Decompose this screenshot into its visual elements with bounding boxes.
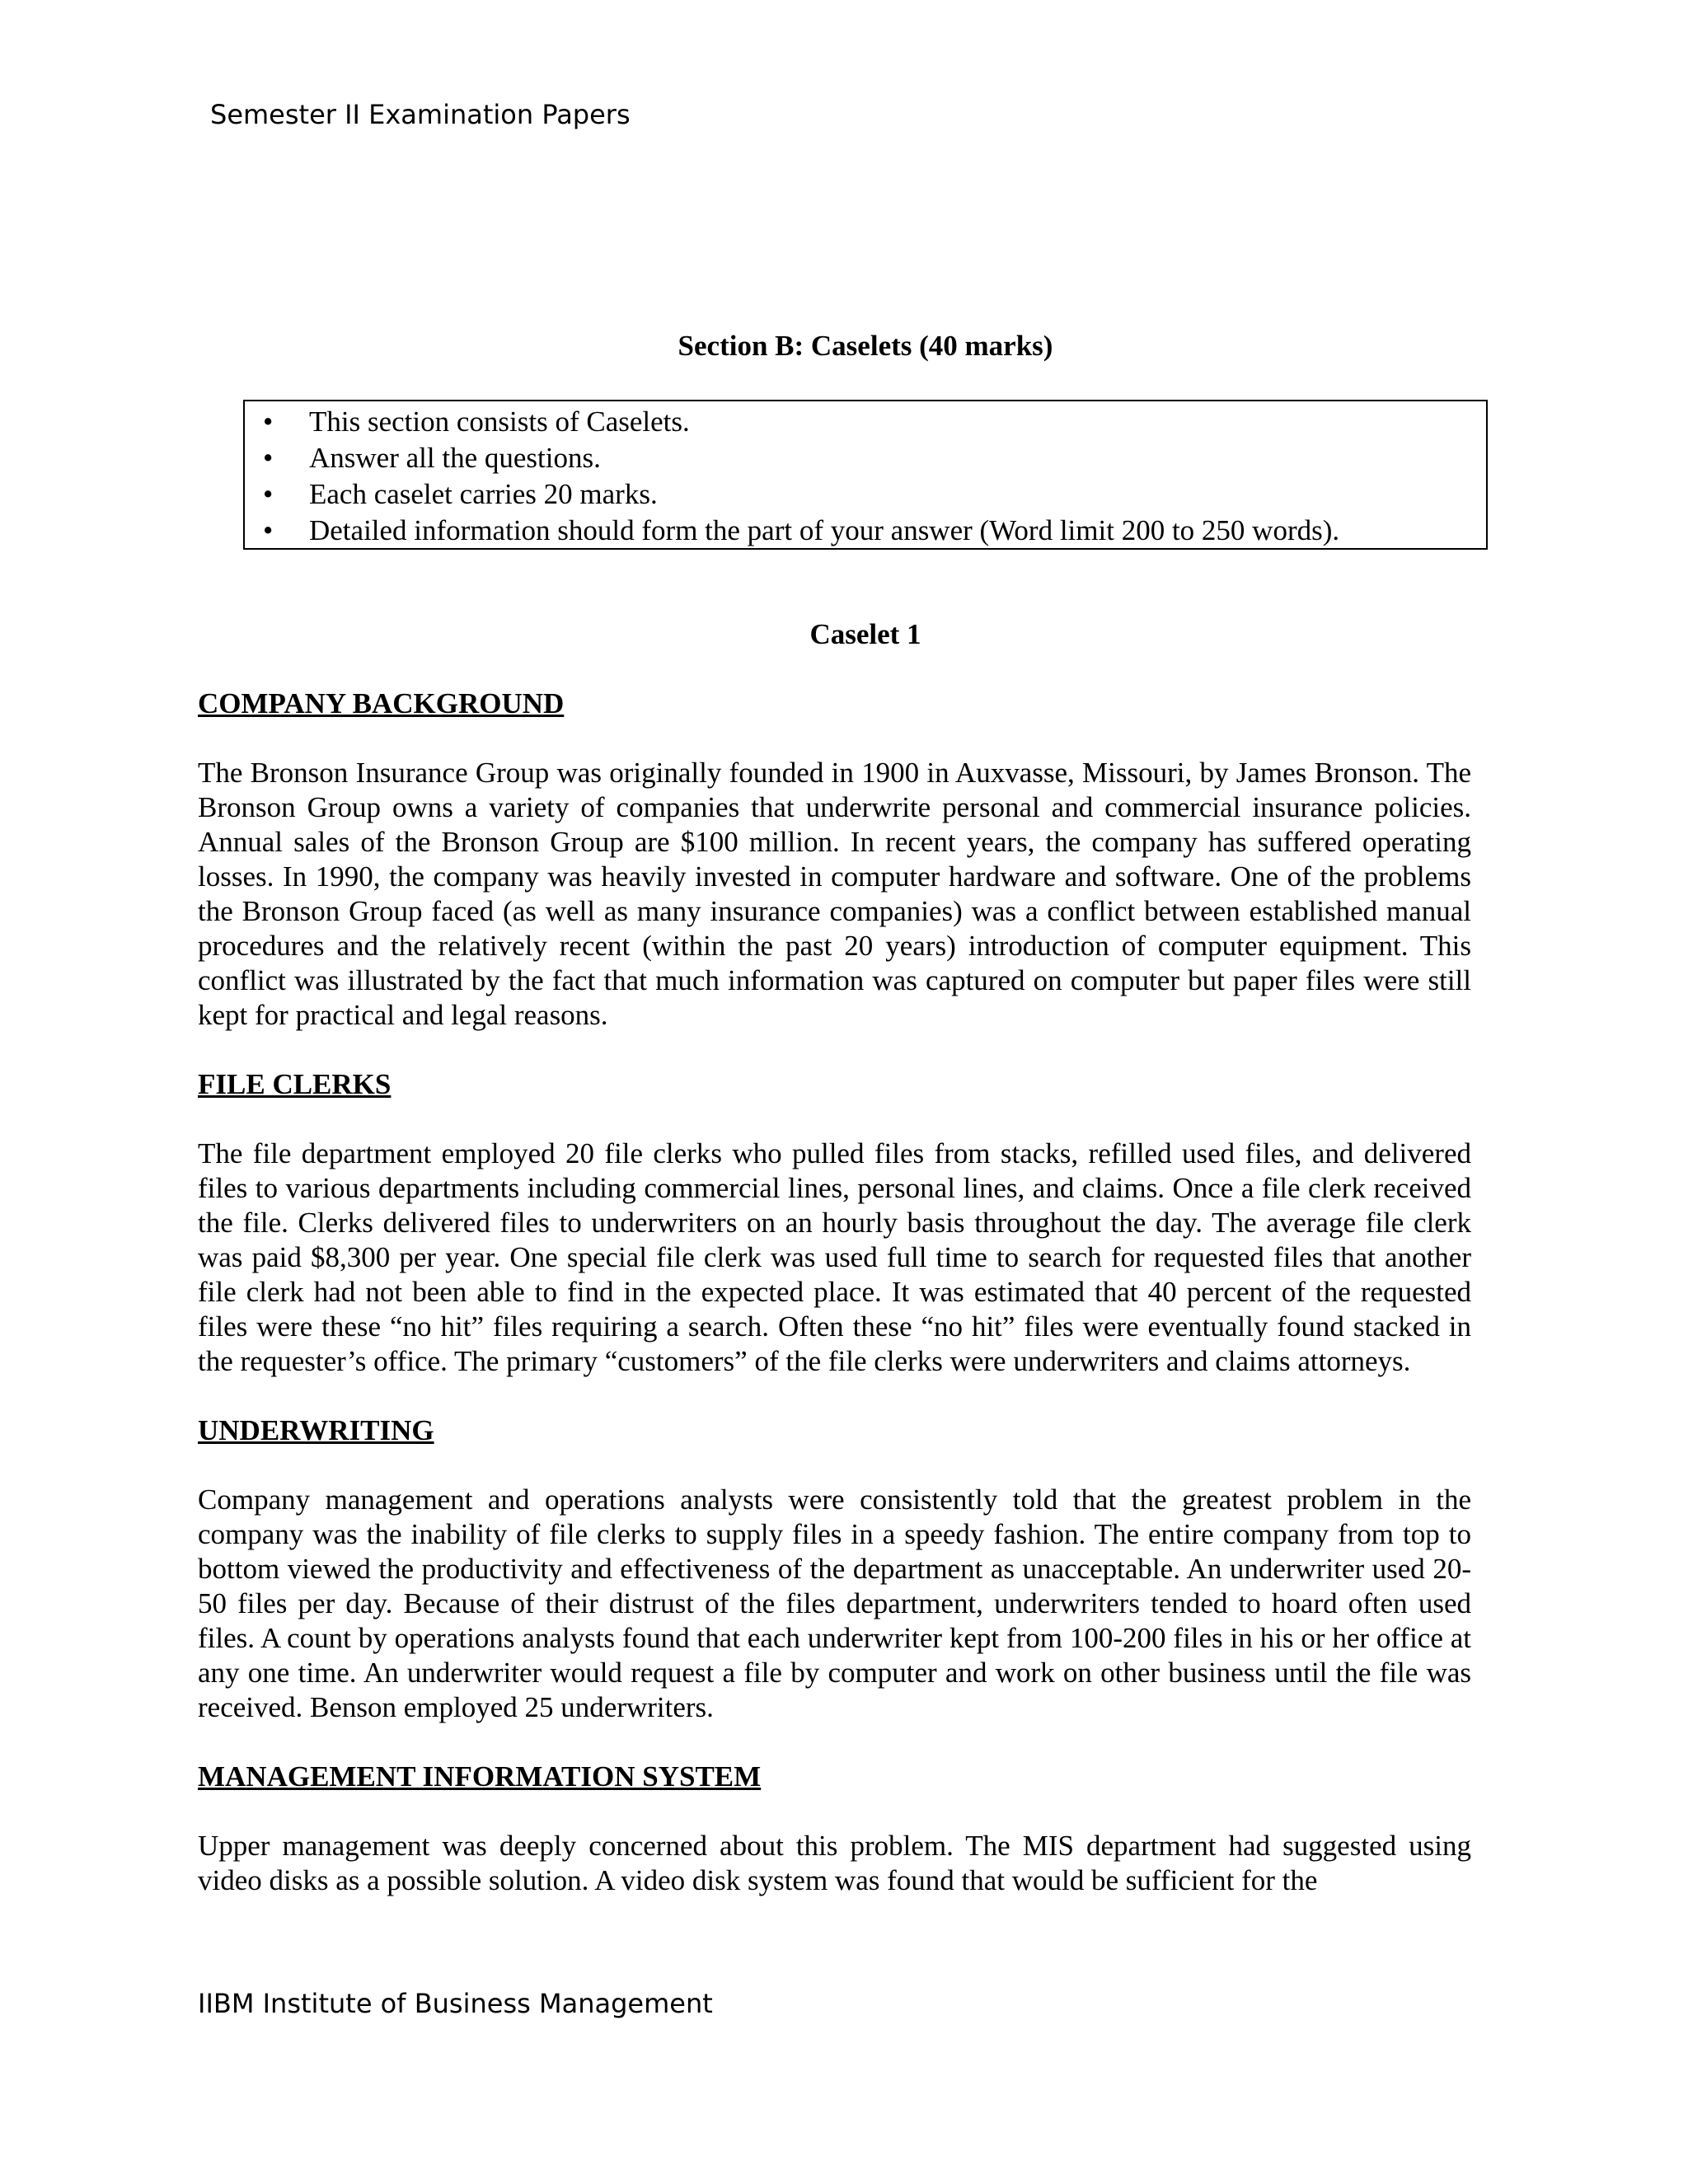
instruction-item: [245, 513, 1486, 549]
paragraph-management-information-system: Upper management was deeply concerned about this problem. The MIS department had suggested using video disks as a possible solution. A video disk system was found that would be sufficient for the: [198, 1830, 1471, 1896]
paragraph-file-clerks: The file department employed 20 file clerks who pulled files from stacks, refilled used files, and delivered files to various departments including commercial lines, personal lines, and claims. Once a file clerk received the file. Clerks delivered files to underwriters on an hourly basis throughout the day. The average file clerk was paid $8,300 per year. One special file clerk was used full time to search for requested files that another file clerk had not been able to find in the expected place. It was estimated that 40 percent of the requested files were these “no hit” files requiring a search. Often these “no hit” files were eventually found stacked in the requester’s office. The primary “customers” of the file clerks were underwriters and claims attorneys.: [198, 1137, 1471, 1377]
bullet-icon: •: [263, 514, 274, 546]
instruction-item: [245, 440, 1486, 476]
instruction-text: Detailed information should form the part of your answer (Word limit 200 to 250 words).: [309, 514, 1340, 546]
page-footer: IIBM Institute of Business Management: [198, 1988, 713, 2019]
instruction-text: Answer all the questions.: [309, 442, 601, 474]
caselet-content: [198, 687, 1471, 1933]
instruction-text: This section consists of Caselets.: [309, 405, 690, 438]
instruction-item: [245, 476, 1486, 513]
bullet-icon: •: [263, 405, 274, 438]
section-heading-company-background: COMPANY BACKGROUND: [198, 687, 565, 719]
bullet-icon: •: [263, 478, 274, 510]
instruction-item: [245, 404, 1486, 440]
caselet-title: Caselet 1: [809, 618, 921, 650]
section-heading-underwriting: UNDERWRITING: [198, 1414, 434, 1446]
paragraph-underwriting: Company management and operations analysts were consistently told that the greatest problem in the company was the inability of file clerks to supply files in a speedy fashion. The entire company from top to bottom viewed the productivity and effectiveness of the department as unacceptable. An underwriter used 20-50 files per day. Because of their distrust of the files department, underwriters tended to hoard often used files. A count by operations analysts found that each underwriter kept from 100-200 files in his or her office at any one time. An underwriter would request a file by computer and work on other business until the file was received. Benson employed 25 underwriters.: [198, 1483, 1471, 1723]
instructions-box: [243, 400, 1488, 550]
section-heading-management-information-system: MANAGEMENT INFORMATION SYSTEM: [198, 1760, 762, 1793]
section-heading-file-clerks: FILE CLERKS: [198, 1068, 392, 1100]
page-header: Semester II Examination Papers: [210, 99, 631, 130]
section-title: Section B: Caselets (40 marks): [678, 330, 1053, 362]
instructions-list: [245, 404, 1486, 549]
bullet-icon: •: [263, 442, 274, 474]
paragraph-company-background: The Bronson Insurance Group was originally founded in 1900 in Auxvasse, Missouri, by James Bronson. The Bronson Group owns a variety of companies that underwrite personal and commercial insurance policies. Annual sales of the Bronson Group are $100 million. In recent years, the company has suffered operating losses. In 1990, the company was heavily invested in computer hardware and software. One of the problems the Bronson Group faced (as well as many insurance companies) was a conflict between established manual procedures and the relatively recent (within the past 20 years) introduction of computer equipment. This conflict was illustrated by the fact that much information was captured on computer but paper files were still kept for practical and legal reasons.: [198, 757, 1471, 1031]
instruction-text: Each caselet carries 20 marks.: [309, 478, 658, 510]
